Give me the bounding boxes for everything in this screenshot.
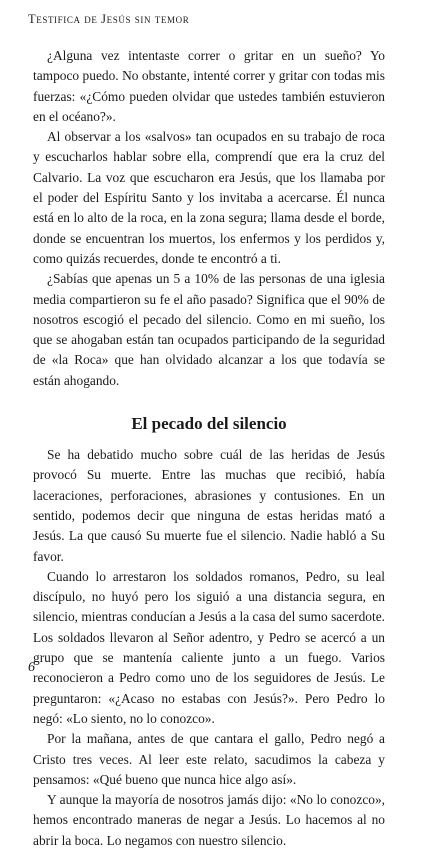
- section-heading: El pecado del silencio: [131, 414, 287, 434]
- paragraph: Al observar a los «salvos» tan ocupados en su trabajo de roca y escucharlos hablar sobre ella, comprendí que era la cruz del Calvario. La voz que escucharon era Jesús, que los llamaba por el poder del Espíritu Santo y los invitaba a acercarse. Él nunca está en lo alto de la roca, en la zona segura; llama desde el borde, donde se encuentran los muertos, los enfermos y los perdidos y, como quizás recuerdes, donde te encontró a ti.: [33, 129, 385, 266]
- page-number: 6: [28, 660, 35, 675]
- paragraph: ¿Alguna vez intentaste correr o gritar en un sueño? Yo tampoco puedo. No obstante, intenté correr y gritar con todas mis fuerzas: «¿Cómo pueden olvidar que ustedes también estuvieron en el océano?».: [33, 48, 385, 124]
- paragraph: Se ha debatido mucho sobre cuál de las heridas de Jesús provocó Su muerte. Entre las muchas que recibió, había laceraciones, perforaciones, abrasiones y contusiones. En un sentido, podemos decir que ninguna de estas heridas mató a Jesús. La que causó Su muerte fue el silencio. Nadie habló a Su favor.: [33, 447, 385, 564]
- paragraph: Por la mañana, antes de que cantara el gallo, Pedro negó a Cristo tres veces. Al leer este relato, sacudimos la cabeza y pensamos: «Qué bueno que nunca hice algo así».: [33, 731, 385, 787]
- paragraph: ¿Sabías que apenas un 5 a 10% de las personas de una iglesia media compartieron su fe el año pasado? Significa que el 90% de nosotros escogió el pecado del silencio. Como en mi sueño, los que se ahogaban están tan ocupados participando de la seguridad de «la Roca» que han olvidado alcanzar a los que todavía se están ahogando.: [33, 271, 385, 388]
- running-head: Testifica de Jesús sin temor: [28, 12, 190, 26]
- paragraph: Cuando lo arrestaron los soldados romanos, Pedro, su leal discípulo, no huyó pero los siguió a una distancia segura, en silencio, mientras conducían a Jesús a la casa del sumo sacerdote. Los soldados llevaron al Señor adentro, y Pedro se acercó a un grupo que se mantenía caliente junto a un fuego. Varios reconocieron a Pedro como uno de los seguidores de Jesús. Le preguntaron: «¿Acaso no estabas con Jesús?». Pero Pedro lo negó: «Lo siento, no lo conozco».: [33, 568, 385, 726]
- paragraph: Y aunque la mayoría de nosotros jamás dijo: «No lo conozco», hemos encontrado maneras de negar a Jesús. Lo hacemos al no abrir la boca. Lo negamos con nuestro silencio.: [33, 792, 385, 848]
- body-text: [33, 46, 385, 851]
